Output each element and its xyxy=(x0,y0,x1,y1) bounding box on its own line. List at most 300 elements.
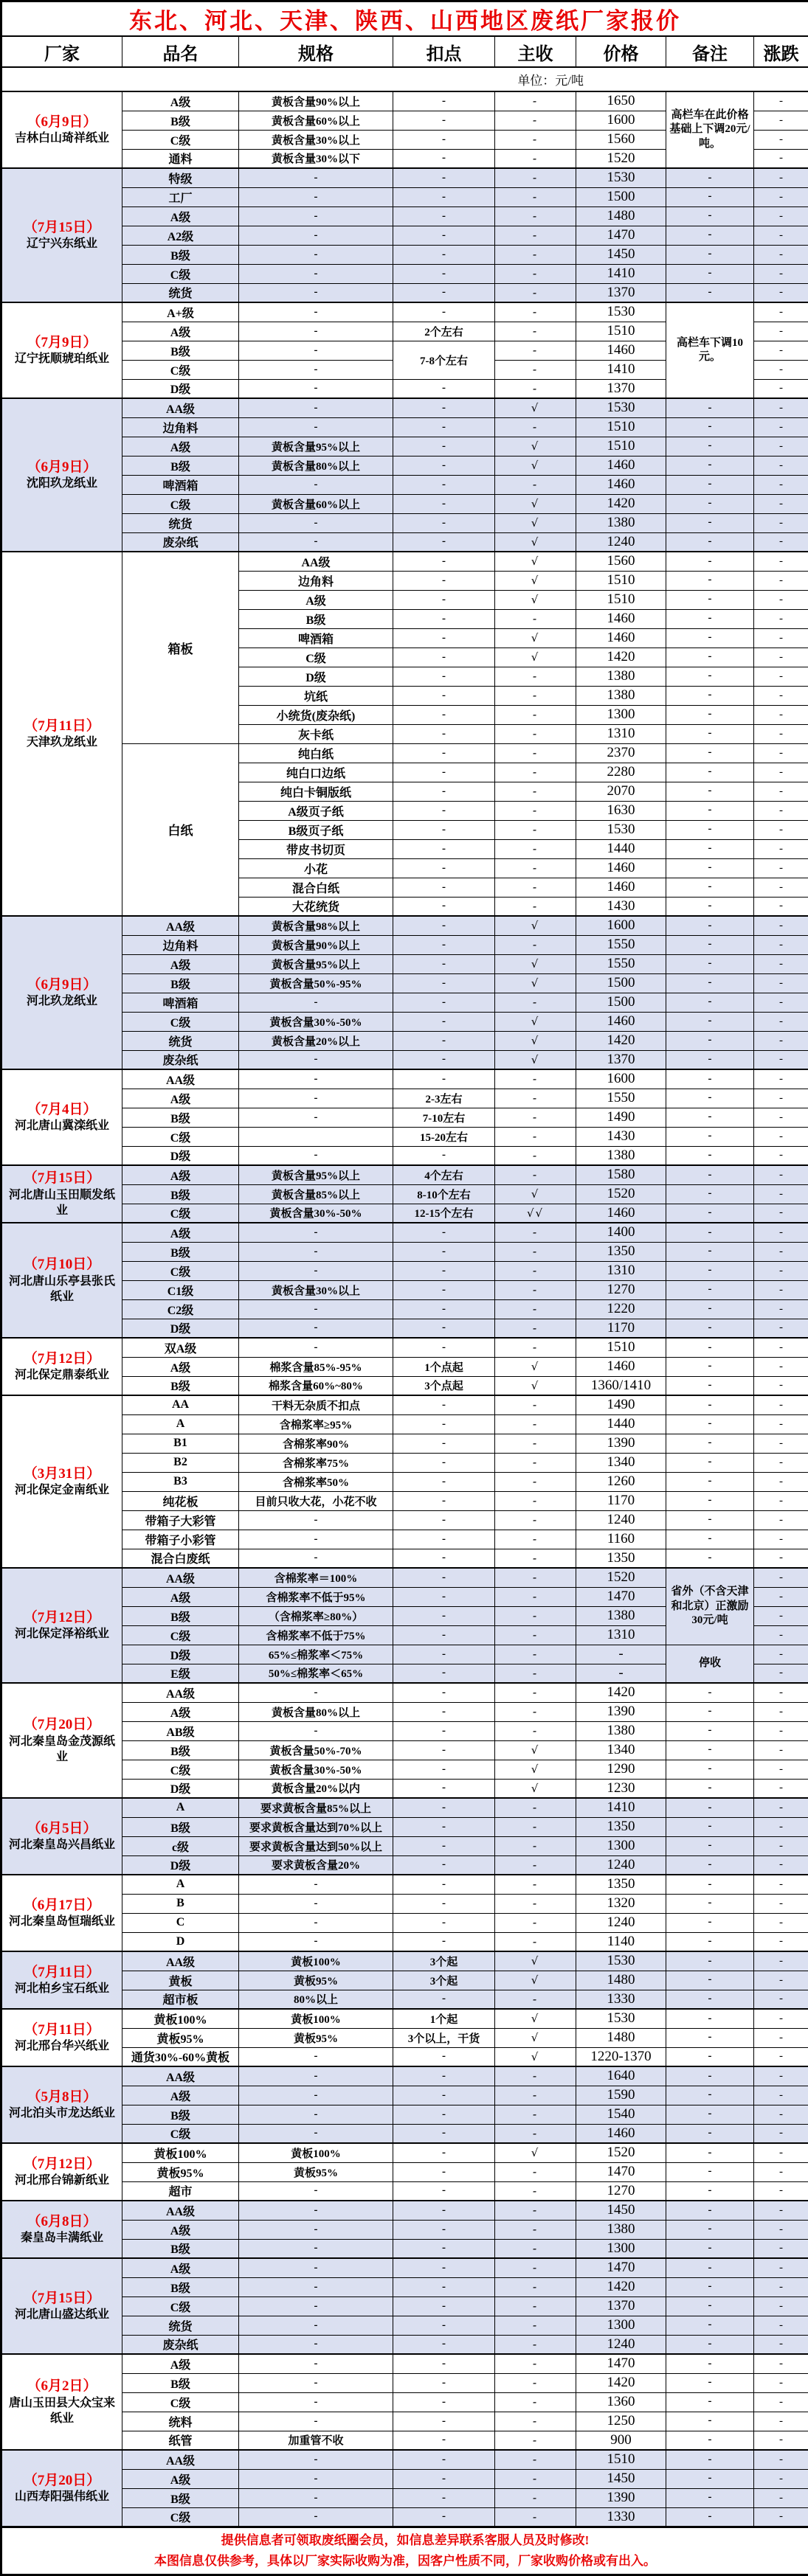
deduct-cell: - xyxy=(393,2450,495,2469)
remark-cell: - xyxy=(666,1357,754,1376)
main-collect-cell: √ xyxy=(495,1031,576,1050)
deduct-cell: - xyxy=(393,1894,495,1913)
change-cell: - xyxy=(754,398,808,417)
main-collect-cell: - xyxy=(495,360,576,379)
deduct-cell: - xyxy=(393,168,495,187)
remark-cell: - xyxy=(666,954,754,973)
main-collect-cell: - xyxy=(495,2450,576,2469)
main-collect-cell: - xyxy=(495,1434,576,1453)
main-collect-cell: - xyxy=(495,2392,576,2412)
remark-cell: - xyxy=(666,1549,754,1568)
grade-cell: D级 xyxy=(122,1645,239,1664)
deduct-cell: - xyxy=(393,2258,495,2277)
table-row xyxy=(1,2469,808,2488)
deduct-cell: - xyxy=(393,1625,495,1645)
factory-name: 河北保定泽裕纸业 xyxy=(4,1627,120,1642)
remark-cell: - xyxy=(666,2373,754,2392)
change-cell: - xyxy=(754,973,808,993)
table-row xyxy=(1,1031,808,1050)
change-cell: - xyxy=(754,1721,808,1740)
table-row xyxy=(1,1645,808,1664)
remark-cell: - xyxy=(666,2392,754,2412)
table-row xyxy=(1,1050,808,1069)
price-cell: 1510 xyxy=(576,322,666,341)
change-cell: - xyxy=(754,1606,808,1625)
change-cell: - xyxy=(754,1798,808,1817)
deduct-cell: - xyxy=(393,1299,495,1319)
table-row xyxy=(1,1204,808,1223)
factory-date: （7月11日） xyxy=(4,2021,120,2040)
factory-date: （7月15日） xyxy=(4,218,120,237)
grade-cell: B级 xyxy=(239,609,393,628)
deduct-cell: - xyxy=(393,2392,495,2412)
change-cell: - xyxy=(754,2086,808,2105)
spec-cell: 黄板含量20%以内 xyxy=(239,1779,393,1798)
deduct-cell: - xyxy=(393,437,495,456)
remark-cell: - xyxy=(666,1338,754,1357)
change-cell: - xyxy=(754,686,808,705)
grade-cell: B级页子纸 xyxy=(239,820,393,839)
spec-cell: 黄板含量50%-70% xyxy=(239,1740,393,1760)
factory-cell xyxy=(1,2201,122,2258)
main-collect-cell: √ xyxy=(495,2009,576,2028)
table-row xyxy=(1,2201,808,2220)
price-cell: 1260 xyxy=(576,1472,666,1491)
deduct-cell: 2个左右 xyxy=(393,322,495,341)
change-cell: - xyxy=(754,1932,808,1951)
factory-cell xyxy=(1,91,122,168)
table-row xyxy=(1,2450,808,2469)
factory-name: 河北秦皇岛兴昌纸业 xyxy=(4,1838,120,1853)
spec-cell: - xyxy=(239,2105,393,2124)
spec-cell: 黄板含量95%以上 xyxy=(239,1165,393,1184)
main-collect-cell: - xyxy=(495,1875,576,1894)
remark-cell: - xyxy=(666,2239,754,2258)
change-cell: - xyxy=(754,168,808,187)
remark-cell: - xyxy=(666,763,754,782)
change-cell: - xyxy=(754,456,808,475)
grade-cell: c级 xyxy=(122,1836,239,1855)
price-cell: 1600 xyxy=(576,111,666,130)
change-cell: - xyxy=(754,648,808,667)
grade-cell: AA级 xyxy=(239,552,393,571)
deduct-cell: - xyxy=(393,1664,495,1683)
spec-cell: 黄板95% xyxy=(239,2028,393,2047)
grade-cell: B级 xyxy=(122,456,239,475)
spec-cell: 含棉浆率90% xyxy=(239,1434,393,1453)
main-collect-cell: - xyxy=(495,2086,576,2105)
price-cell: 900 xyxy=(576,2431,666,2450)
main-collect-cell: - xyxy=(495,111,576,130)
price-cell: 1410 xyxy=(576,360,666,379)
change-cell: - xyxy=(754,763,808,782)
deduct-cell: - xyxy=(393,1453,495,1472)
table-row xyxy=(1,2412,808,2431)
grade-cell: C级 xyxy=(122,130,239,149)
spec-cell: - xyxy=(239,226,393,245)
spec-cell: - xyxy=(239,2354,393,2373)
main-collect-cell: √ xyxy=(495,2143,576,2162)
change-cell: - xyxy=(754,379,808,398)
grade-cell: A级 xyxy=(122,2354,239,2373)
grade-cell: C级 xyxy=(122,494,239,513)
spec-cell: - xyxy=(239,341,393,360)
deduct-cell: - xyxy=(393,2124,495,2143)
price-cell: 1490 xyxy=(576,1108,666,1127)
remark-cell: - xyxy=(666,2181,754,2201)
main-collect-cell: √ xyxy=(495,916,576,935)
change-cell: - xyxy=(754,1491,808,1510)
spec-cell: - xyxy=(239,2066,393,2086)
price-cell: 1380 xyxy=(576,1721,666,1740)
deduct-cell: - xyxy=(393,935,495,954)
col-header-price: 价格 xyxy=(576,36,666,67)
remark-cell: - xyxy=(666,1932,754,1951)
remark-cell: - xyxy=(666,724,754,743)
main-collect-cell: - xyxy=(495,686,576,705)
deduct-cell: - xyxy=(393,763,495,782)
price-cell: 1580 xyxy=(576,1165,666,1184)
spec-cell: - xyxy=(239,360,393,379)
change-cell: - xyxy=(754,1184,808,1204)
remark-cell: - xyxy=(666,2220,754,2239)
price-cell: 1220-1370 xyxy=(576,2047,666,2066)
change-cell: - xyxy=(754,1971,808,1990)
deduct-cell: - xyxy=(393,1261,495,1280)
factory-cell xyxy=(1,2009,122,2066)
grade-cell: B级 xyxy=(122,1242,239,1261)
table-row xyxy=(1,743,808,763)
table-row xyxy=(1,1280,808,1299)
deduct-cell: - xyxy=(393,2181,495,2201)
main-collect-cell: - xyxy=(495,2296,576,2316)
deduct-cell: - xyxy=(393,1855,495,1875)
grade-cell: A级 xyxy=(122,1165,239,1184)
price-cell: 1460 xyxy=(576,1357,666,1376)
grade-cell: B级 xyxy=(122,1376,239,1395)
deduct-cell: - xyxy=(393,2412,495,2431)
spec-cell: 黄板含量60%以上 xyxy=(239,111,393,130)
spec-cell: 棉浆含量60%~80% xyxy=(239,1376,393,1395)
spec-cell: 黄板100% xyxy=(239,2009,393,2028)
price-cell: 1290 xyxy=(576,1760,666,1779)
spec-cell: 黄板含量20%以上 xyxy=(239,1031,393,1050)
main-collect-cell: - xyxy=(495,130,576,149)
table-row xyxy=(1,1530,808,1549)
remark-cell: - xyxy=(666,1702,754,1721)
main-collect-cell: - xyxy=(495,2220,576,2239)
main-collect-cell: - xyxy=(495,264,576,283)
table-row xyxy=(1,264,808,283)
grade-cell: B xyxy=(122,1894,239,1913)
price-cell: 1500 xyxy=(576,993,666,1012)
table-row xyxy=(1,954,808,973)
main-collect-cell: √ xyxy=(495,571,576,590)
table-row xyxy=(1,475,808,494)
main-collect-cell: - xyxy=(495,322,576,341)
change-cell: - xyxy=(754,1434,808,1453)
change-cell: - xyxy=(754,1625,808,1645)
main-collect-cell: - xyxy=(495,1280,576,1299)
factory-date: （6月9日） xyxy=(4,976,120,995)
deduct-cell: - xyxy=(393,1587,495,1606)
deduct-cell: - xyxy=(393,609,495,628)
main-collect-cell: √ xyxy=(495,590,576,609)
change-cell: - xyxy=(754,1338,808,1357)
factory-cell xyxy=(1,2143,122,2201)
deduct-cell: - xyxy=(393,1702,495,1721)
main-collect-cell: - xyxy=(495,1146,576,1165)
grade-cell: 啤酒箱 xyxy=(239,628,393,648)
main-collect-cell: - xyxy=(495,1549,576,1568)
main-collect-cell: - xyxy=(495,1299,576,1319)
deduct-cell: 12-15个左右 xyxy=(393,1204,495,1223)
change-cell: - xyxy=(754,1299,808,1319)
main-collect-cell: - xyxy=(495,1568,576,1587)
price-cell: 1350 xyxy=(576,1817,666,1836)
price-cell: 1460 xyxy=(576,1012,666,1031)
spec-cell: 黄板95% xyxy=(239,2162,393,2181)
spec-cell: 含棉浆率不低于95% xyxy=(239,1587,393,1606)
change-cell: - xyxy=(754,264,808,283)
factory-cell xyxy=(1,168,122,302)
grade-cell: C级 xyxy=(122,1261,239,1280)
price-cell: 1500 xyxy=(576,973,666,993)
grade-cell: D xyxy=(122,1932,239,1951)
factory-date: （7月20日） xyxy=(4,2471,120,2490)
deduct-cell: - xyxy=(393,1395,495,1414)
price-cell: 1350 xyxy=(576,1875,666,1894)
table-row xyxy=(1,1299,808,1319)
price-cell: 1600 xyxy=(576,1069,666,1089)
price-cell: 1270 xyxy=(576,2181,666,2201)
change-cell: - xyxy=(754,1587,808,1606)
price-cell: 1480 xyxy=(576,206,666,226)
change-cell: - xyxy=(754,954,808,973)
spec-cell: 黄板100% xyxy=(239,2143,393,2162)
main-collect-cell: - xyxy=(495,1932,576,1951)
remark-cell: - xyxy=(666,571,754,590)
change-cell: - xyxy=(754,1472,808,1491)
main-collect-cell: √ xyxy=(495,1740,576,1760)
change-cell: - xyxy=(754,2143,808,2162)
main-collect-cell: - xyxy=(495,1395,576,1414)
price-cell: 1300 xyxy=(576,1836,666,1855)
deduct-cell: - xyxy=(393,2143,495,2162)
table-row xyxy=(1,1127,808,1146)
factory-date: （6月2日） xyxy=(4,2377,120,2396)
spec-cell: 含棉浆率75% xyxy=(239,1453,393,1472)
grade-cell: 纯花板 xyxy=(122,1491,239,1510)
price-cell: 1600 xyxy=(576,916,666,935)
change-cell: - xyxy=(754,149,808,168)
price-cell: 1360 xyxy=(576,2392,666,2412)
grade-cell: D级 xyxy=(122,379,239,398)
main-collect-cell: - xyxy=(495,417,576,437)
table-row xyxy=(1,1760,808,1779)
remark-cell: - xyxy=(666,475,754,494)
price-cell: 1370 xyxy=(576,2296,666,2316)
change-cell: - xyxy=(754,1050,808,1069)
deduct-cell: - xyxy=(393,916,495,935)
deduct-cell: - xyxy=(393,552,495,571)
deduct-cell: - xyxy=(393,532,495,552)
main-collect-cell: - xyxy=(495,302,576,322)
main-collect-cell: - xyxy=(495,820,576,839)
remark-cell: - xyxy=(666,590,754,609)
main-collect-cell: - xyxy=(495,1414,576,1434)
grade-cell: 超市 xyxy=(122,2181,239,2201)
spec-cell: - xyxy=(239,1721,393,1740)
factory-cell xyxy=(1,1165,122,1223)
deduct-cell: - xyxy=(393,206,495,226)
grade-cell: 黄板100% xyxy=(122,2009,239,2028)
table-row xyxy=(1,1165,808,1184)
factory-name: 河北玖龙纸业 xyxy=(4,994,120,1010)
remark-cell: - xyxy=(666,628,754,648)
deduct-cell: - xyxy=(393,1683,495,1702)
price-cell: 1520 xyxy=(576,1184,666,1204)
grade-cell: AA级 xyxy=(122,398,239,417)
change-cell: - xyxy=(754,1568,808,1587)
deduct-cell: - xyxy=(393,2296,495,2316)
spec-cell: 加重管不收 xyxy=(239,2431,393,2450)
change-cell: - xyxy=(754,820,808,839)
factory-date: （6月17日） xyxy=(4,1896,120,1915)
spec-cell: - xyxy=(239,2201,393,2220)
remark-cell: - xyxy=(666,206,754,226)
price-cell: 2280 xyxy=(576,763,666,782)
remark-cell: - xyxy=(666,973,754,993)
deduct-cell: 3个以上，干货 xyxy=(393,2028,495,2047)
price-cell: 1560 xyxy=(576,552,666,571)
price-cell: 1420 xyxy=(576,2373,666,2392)
price-cell: 1520 xyxy=(576,1568,666,1587)
price-cell: 1550 xyxy=(576,954,666,973)
grade-cell: A级 xyxy=(122,2220,239,2239)
change-cell: - xyxy=(754,2335,808,2354)
remark-cell: - xyxy=(666,2124,754,2143)
deduct-cell: - xyxy=(393,1817,495,1836)
table-row xyxy=(1,1990,808,2009)
table-row xyxy=(1,1683,808,1702)
remark-cell: - xyxy=(666,168,754,187)
grade-cell: B级 xyxy=(122,1606,239,1625)
grade-cell: 工厂 xyxy=(122,187,239,206)
deduct-cell: - xyxy=(393,2469,495,2488)
price-cell: 1450 xyxy=(576,2201,666,2220)
main-collect-cell: - xyxy=(495,2354,576,2373)
change-cell: - xyxy=(754,878,808,897)
change-cell: - xyxy=(754,609,808,628)
grade-cell: A级 xyxy=(122,437,239,456)
deduct-cell: - xyxy=(393,111,495,130)
factory-name: 河北邢台锦新纸业 xyxy=(4,2173,120,2189)
table-row xyxy=(1,2335,808,2354)
table-row xyxy=(1,973,808,993)
deduct-cell: - xyxy=(393,590,495,609)
deduct-cell: - xyxy=(393,1434,495,1453)
main-collect-cell: - xyxy=(495,1510,576,1530)
factory-date: （7月9日） xyxy=(4,333,120,353)
grade-cell: C级 xyxy=(122,2296,239,2316)
grade-cell: A级 xyxy=(122,1223,239,1242)
main-collect-cell: - xyxy=(495,1664,576,1683)
deduct-cell: - xyxy=(393,456,495,475)
factory-cell xyxy=(1,1338,122,1395)
grade-cell: E级 xyxy=(122,1664,239,1683)
main-collect-cell: - xyxy=(495,1990,576,2009)
change-cell: - xyxy=(754,2047,808,2066)
main-collect-cell: - xyxy=(495,149,576,168)
table-row xyxy=(1,1779,808,1798)
remark-cell: - xyxy=(666,1223,754,1242)
price-cell: 1510 xyxy=(576,1338,666,1357)
remark-cell: - xyxy=(666,897,754,916)
factory-date: （5月8日） xyxy=(4,2088,120,2107)
spec-cell: 65%≤棉浆率＜75% xyxy=(239,1645,393,1664)
deduct-cell: - xyxy=(393,2335,495,2354)
table-row xyxy=(1,1242,808,1261)
table-row xyxy=(1,1971,808,1990)
change-cell: - xyxy=(754,532,808,552)
deduct-cell: - xyxy=(393,1740,495,1760)
grade-cell: 混合白纸 xyxy=(239,878,393,897)
table-row xyxy=(1,2316,808,2335)
factory-cell xyxy=(1,2354,122,2450)
spec-cell: 黄板含量60%以上 xyxy=(239,494,393,513)
grade-cell: B级 xyxy=(122,2105,239,2124)
remark-cell: 停收 xyxy=(666,1645,754,1683)
change-cell: - xyxy=(754,1031,808,1050)
remark-cell: - xyxy=(666,1261,754,1280)
remark-cell: - xyxy=(666,2488,754,2507)
table-row xyxy=(1,245,808,264)
remark-cell: - xyxy=(666,2277,754,2296)
spec-cell: 含棉浆率50% xyxy=(239,1472,393,1491)
factory-date: （6月8日） xyxy=(4,2212,120,2232)
grade-cell: AA级 xyxy=(122,2450,239,2469)
price-cell: 1390 xyxy=(576,1434,666,1453)
price-cell: 1460 xyxy=(576,2124,666,2143)
price-cell: 1590 xyxy=(576,2086,666,2105)
spec-cell: 80%以上 xyxy=(239,1990,393,2009)
change-cell: - xyxy=(754,1913,808,1932)
table-row xyxy=(1,1453,808,1472)
deduct-cell: 8-10个左右 xyxy=(393,1184,495,1204)
table-row xyxy=(1,1108,808,1127)
main-collect-cell: √ xyxy=(495,954,576,973)
deduct-cell: - xyxy=(393,283,495,302)
remark-cell: - xyxy=(666,743,754,763)
change-cell: - xyxy=(754,801,808,820)
spec-cell: 要求黄板含量20% xyxy=(239,1855,393,1875)
deduct-cell: - xyxy=(393,782,495,801)
change-cell: - xyxy=(754,437,808,456)
change-cell: - xyxy=(754,1453,808,1472)
price-cell: 1240 xyxy=(576,1913,666,1932)
deduct-cell: 3个点起 xyxy=(393,1376,495,1395)
main-collect-cell: √ xyxy=(495,1760,576,1779)
grade-cell: B级 xyxy=(122,973,239,993)
main-collect-cell: - xyxy=(495,2507,576,2527)
change-cell: - xyxy=(754,187,808,206)
table-row xyxy=(1,1338,808,1357)
price-cell: 1530 xyxy=(576,302,666,322)
price-cell: 1160 xyxy=(576,1530,666,1549)
factory-name: 河北保定金南纸业 xyxy=(4,1483,120,1499)
change-cell: - xyxy=(754,1664,808,1683)
